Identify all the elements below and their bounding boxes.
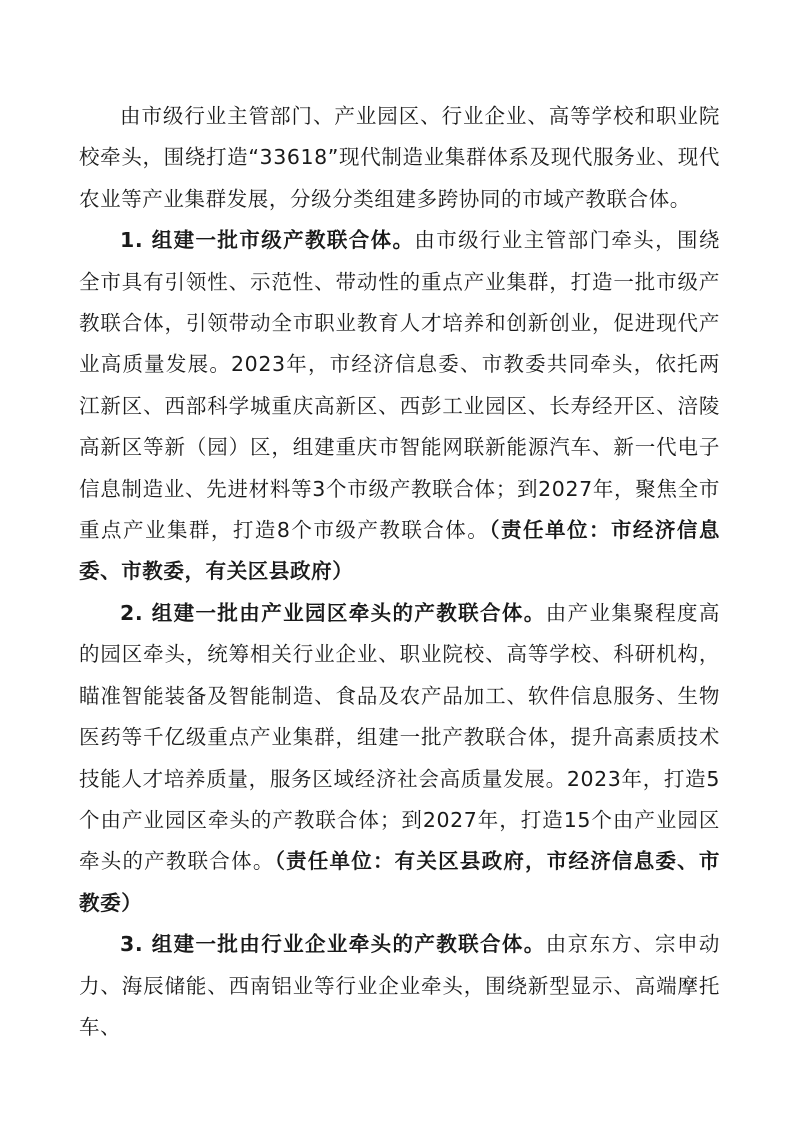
item-heading-3: 3. 组建一批由行业企业牵头的产教联合体。 bbox=[120, 932, 546, 957]
item-body-3: 由京东方、宗申动力、海辰储能、西南铝业等行业企业牵头，围绕新型显示、高端摩托车、 bbox=[79, 932, 720, 1039]
item-paragraph-1 bbox=[79, 220, 720, 593]
item-body-2: 由产业集聚程度高的园区牵头，统筹相关行业企业、职业院校、高等学校、科研机构，瞄准智能装备及智能制造、食品及农产品加工、软件信息服务、生物医药等千亿级重点产业集群，组建一批产教联合体，提升高素质技术技能人才培养质量，服务区域经济社会高质量发展。2023年，打造5个由产业园区牵头的产教联合体；到2027年，打造15个由产业园区牵头的产教联合体。 bbox=[79, 600, 720, 874]
item-body-1: 由市级行业主管部门牵头，围绕全市具有引领性、示范性、带动性的重点产业集群，打造一批市级产教联合体，引领带动全市职业教育人才培养和创新创业，促进现代产业高质量发展。2023年，市经济信息委、市教委共同牵头，依托两江新区、西部科学城重庆高新区、西彭工业园区、长寿经开区、涪陵高新区等新（园）区，组建重庆市智能网联新能源汽车、新一代电子信息制造业、先进材料等3个市级产教联合体；到2027年，聚焦全市重点产业集群，打造8个市级产教联合体。 bbox=[79, 228, 720, 543]
item-paragraph-3 bbox=[79, 924, 720, 1048]
item-heading-1: 1. 组建一批市级产教联合体。 bbox=[120, 228, 415, 253]
item-paragraph-2 bbox=[79, 593, 720, 924]
intro-text: 由市级行业主管部门、产业园区、行业企业、高等学校和职业院校牵头，围绕打造“33618”现代制造业集群体系及现代服务业、现代农业等产业集群发展，分级分类组建多跨协同的市域产教联合体。 bbox=[79, 104, 720, 211]
document-page bbox=[79, 96, 720, 1048]
intro-paragraph bbox=[79, 96, 720, 220]
item-duty-2: （责任单位：有关区县政府，市经济信息委、市教委） bbox=[79, 849, 720, 915]
item-heading-2: 2. 组建一批由产业园区牵头的产教联合体。 bbox=[120, 600, 546, 625]
item-duty-1: （责任单位：市经济信息委、市教委，有关区县政府） bbox=[79, 518, 720, 584]
